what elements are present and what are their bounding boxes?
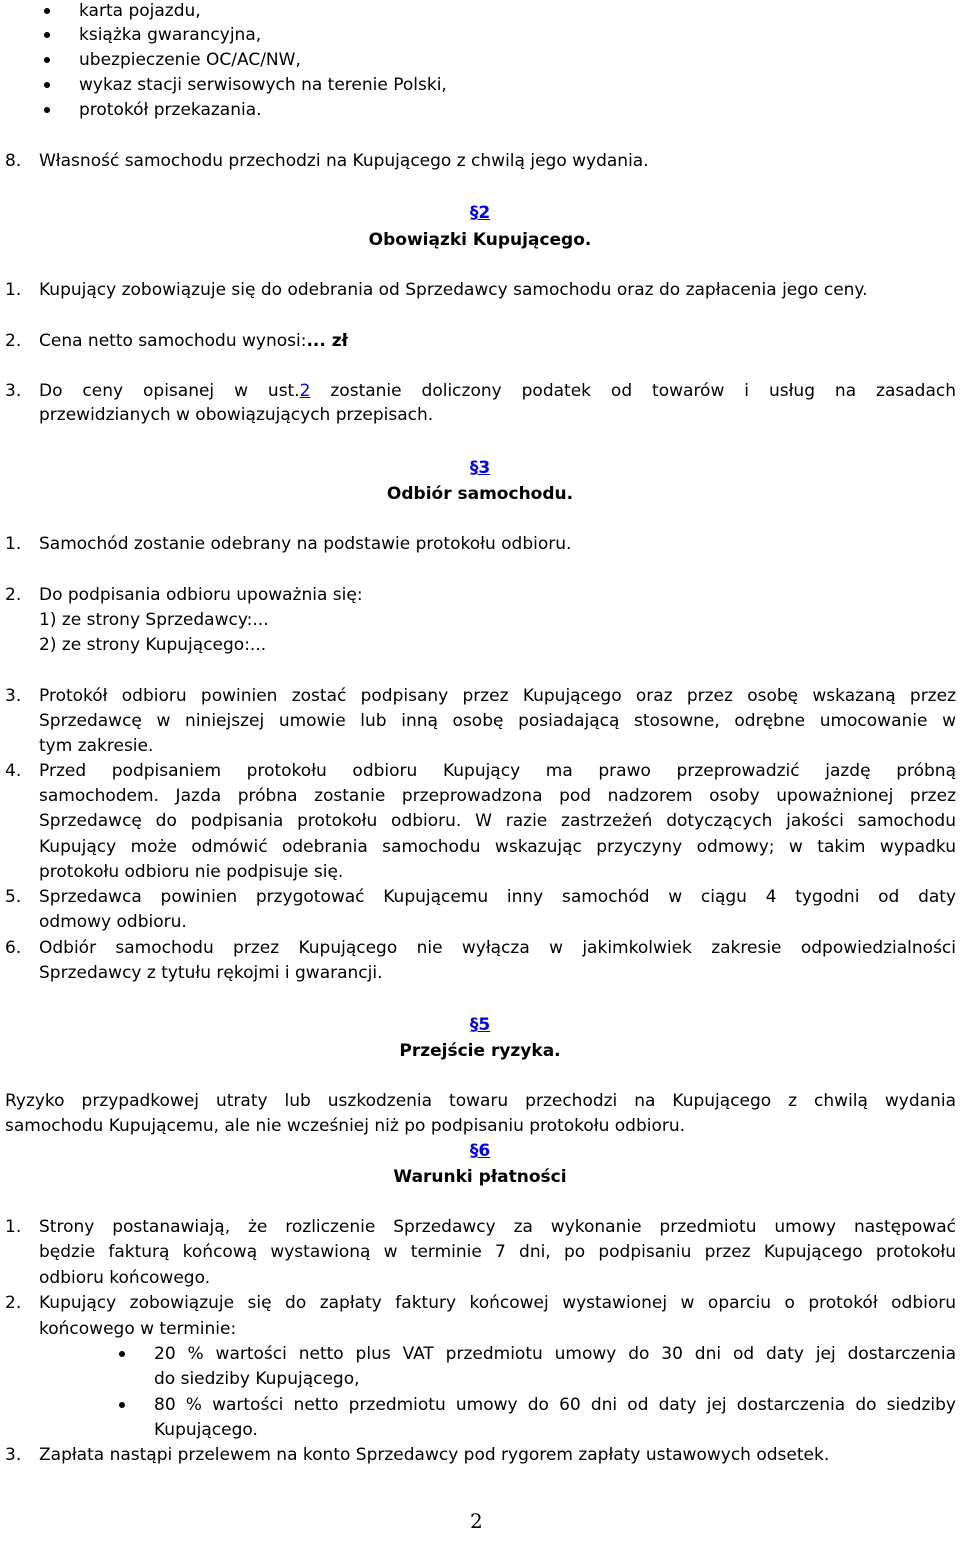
item-text-continued: Kupujący może odmówić odebrania samochodu wskazując przyczyny odmowy; w takim wypadku bbox=[39, 837, 956, 857]
item-number: 2. bbox=[5, 1293, 22, 1313]
item-text-continued: przewidzianych w obowiązujących przepisach. bbox=[39, 405, 434, 425]
item-text-part: Do ceny opisanej w ust. bbox=[39, 381, 300, 401]
item-text-continued: protokołu odbioru nie podpisuje się. bbox=[39, 862, 344, 882]
section-sign[interactable]: §3 bbox=[469, 458, 491, 478]
item-text-continued: Sprzedawcę w niniejszej umowie lub inną osobę posiadającą stosowne, odrębne umocowanie w bbox=[39, 711, 956, 731]
sub-item: 2) ze strony Kupującego:... bbox=[39, 635, 267, 655]
item-text: Odbiór samochodu przez Kupującego nie wyłącza w jakimkolwiek zakresie odpowiedzialności bbox=[39, 938, 956, 958]
item-text-continued: odmowy odbioru. bbox=[39, 912, 187, 932]
payment-term-item-continued: Kupującego. bbox=[154, 1420, 258, 1440]
paragraph-text-continued: samochodu Kupującemu, ale nie wcześniej niż po podpisaniu protokołu odbioru. bbox=[5, 1116, 686, 1136]
item-text: Kupujący zobowiązuje się do zapłaty faktury końcowej wystawionej w oparciu o protokół odbioru bbox=[39, 1293, 956, 1313]
list-item: wykaz stacji serwisowych na terenie Polski, bbox=[79, 75, 447, 95]
item-text-part: zostanie doliczony podatek od towarów i usług na zasadach bbox=[310, 381, 956, 401]
item-text-continued: odbioru końcowego. bbox=[39, 1268, 211, 1288]
item-text: Sprzedawca powinien przygotować Kupującemu inny samochód w ciągu 4 tygodni od daty bbox=[39, 887, 956, 907]
section-title: Odbiór samochodu. bbox=[386, 484, 574, 504]
item-text bbox=[39, 330, 348, 352]
item-number: 1. bbox=[5, 534, 22, 554]
price-label: Cena netto samochodu wynosi: bbox=[39, 331, 307, 351]
page-number: 2 bbox=[470, 1509, 483, 1533]
item-text: Do podpisania odbioru upoważnia się: bbox=[39, 585, 363, 605]
item-text: Samochód zostanie odebrany na podstawie protokołu odbioru. bbox=[39, 534, 572, 554]
item-text-continued: tym zakresie. bbox=[39, 736, 154, 756]
list-item: protokół przekazania. bbox=[79, 100, 262, 120]
item-number: 1. bbox=[5, 1217, 22, 1237]
item-number: 2. bbox=[5, 585, 22, 605]
item-text: Przed podpisaniem protokołu odbioru Kupujący ma prawo przeprowadzić jazdę próbną bbox=[39, 761, 956, 781]
payment-term-item: 80 % wartości netto przedmiotu umowy do 60 dni od daty jej dostarczenia do siedziby bbox=[154, 1395, 956, 1415]
item-text: Kupujący zobowiązuje się do odebrania od Sprzedawcy samochodu oraz do zapłacenia jego ceny. bbox=[39, 280, 868, 300]
item-text: Strony postanawiają, że rozliczenie Sprzedawcy za wykonanie przedmiotu umowy następować bbox=[39, 1217, 956, 1237]
item-number: 5. bbox=[5, 887, 22, 907]
item-number: 1. bbox=[5, 280, 22, 300]
paragraph-text: Ryzyko przypadkowej utraty lub uszkodzenia towaru przechodzi na Kupującego z chwilą wydania bbox=[5, 1091, 956, 1111]
list-item: karta pojazdu, bbox=[79, 1, 201, 21]
item-number: 3. bbox=[5, 381, 22, 401]
payment-term-item: 20 % wartości netto plus VAT przedmiotu umowy do 30 dni od daty jej dostarczenia bbox=[154, 1344, 956, 1364]
section-sign[interactable]: §2 bbox=[469, 203, 491, 223]
item-text-continued: Sprzedawcy z tytułu rękojmi i gwarancji. bbox=[39, 963, 383, 983]
item-text: Protokół odbioru powinien zostać podpisany przez Kupującego oraz przez osobę wskazaną przez bbox=[39, 686, 956, 706]
item-text-continued: będzie fakturą końcową wystawioną w terminie 7 dni, po podpisaniu przez Kupującego protokołu bbox=[39, 1242, 956, 1262]
payment-term-item-continued: do siedziby Kupującego, bbox=[154, 1369, 360, 1389]
section-sign[interactable]: §6 bbox=[469, 1141, 491, 1161]
item-text-continued: Sprzedawcę do podpisania protokołu odbioru. W razie zastrzeżeń dotyczących jakości samochodu bbox=[39, 811, 956, 831]
list-item: książka gwarancyjna, bbox=[79, 25, 262, 45]
section-sign[interactable]: §5 bbox=[469, 1015, 491, 1035]
sub-item: 1) ze strony Sprzedawcy:... bbox=[39, 610, 269, 630]
item-number: 2. bbox=[5, 331, 22, 351]
item-text bbox=[39, 380, 956, 402]
item-text-continued: końcowego w terminie: bbox=[39, 1319, 237, 1339]
item-text: Własność samochodu przechodzi na Kupującego z chwilą jego wydania. bbox=[39, 151, 649, 171]
item-number: 3. bbox=[5, 686, 22, 706]
section-title: Obowiązki Kupującego. bbox=[368, 230, 592, 250]
item-text-continued: samochodem. Jazda próbna zostanie przeprowadzona pod nadzorem osoby upoważnionej przez bbox=[39, 786, 956, 806]
item-number: 6. bbox=[5, 938, 22, 958]
item-number: 8. bbox=[5, 151, 22, 171]
item-number: 3. bbox=[5, 1445, 22, 1465]
item-text: Zapłata nastąpi przelewem na konto Sprzedawcy pod rygorem zapłaty ustawowych odsetek. bbox=[39, 1445, 830, 1465]
paragraph-ref-link[interactable]: 2 bbox=[299, 381, 311, 401]
section-title: Przejście ryzyka. bbox=[399, 1041, 561, 1061]
price-blank: ... zł bbox=[306, 331, 348, 351]
item-number: 4. bbox=[5, 761, 22, 781]
section-title: Warunki płatności bbox=[393, 1167, 567, 1187]
list-item: ubezpieczenie OC/AC/NW, bbox=[79, 50, 301, 70]
